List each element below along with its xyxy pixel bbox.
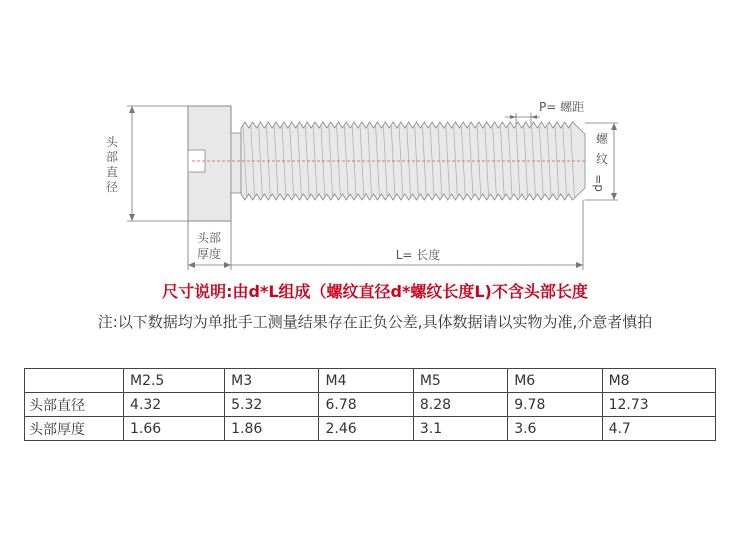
- length-label: L= 长度: [395, 248, 441, 262]
- table-cell: 9.78: [508, 393, 602, 417]
- table-cell: 3.6: [508, 417, 602, 441]
- size-description-caption: 尺寸说明:由d*L组成（螺纹直径d*螺纹长度L)不含头部长度: [162, 282, 588, 301]
- table-cell: 2.46: [319, 417, 413, 441]
- measurement-note: 注:以下数据均为单批手工测量结果存在正负公差,具体数据请以实物为准,介意者慎拍: [97, 313, 653, 331]
- screw-neck: [231, 133, 241, 193]
- thread-diameter-label-1: 螺: [595, 132, 609, 146]
- row-label-head-diameter: 头部直径: [25, 393, 124, 417]
- table-cell: 4.7: [602, 417, 715, 441]
- table-header-cell: M5: [413, 369, 507, 393]
- head-diameter-label-4: 径: [105, 180, 119, 194]
- table-header-cell: M4: [319, 369, 413, 393]
- head-thickness-label-1: 头部: [196, 231, 222, 245]
- head-diameter-label-3: 直: [105, 165, 119, 179]
- head-thickness-label-2: 厚度: [196, 247, 222, 261]
- head-diameter-label-1: 头: [105, 135, 119, 149]
- table-cell: 4.32: [124, 393, 225, 417]
- pitch-label: P= 螺距: [539, 100, 585, 114]
- table-cell: 1.86: [225, 417, 319, 441]
- table-row: [25, 417, 716, 441]
- table-cell: 1.66: [124, 417, 225, 441]
- row-label-head-thickness: 头部厚度: [25, 417, 124, 441]
- table-cell: 12.73: [602, 393, 715, 417]
- head-diameter-label-2: 部: [105, 150, 119, 164]
- table-header-cell: M6: [508, 369, 602, 393]
- table-header-cell: M3: [225, 369, 319, 393]
- table-header-cell: M8: [602, 369, 715, 393]
- table-cell: 6.78: [319, 393, 413, 417]
- dimension-table: [24, 368, 716, 441]
- thread-diameter-label-3: d=: [591, 174, 605, 192]
- table-header-row: [25, 369, 716, 393]
- table-cell: 5.32: [225, 393, 319, 417]
- thread-diameter-label-2: 纹: [595, 152, 609, 166]
- table-corner-cell: [25, 369, 124, 393]
- table-cell: 8.28: [413, 393, 507, 417]
- table-cell: 3.1: [413, 417, 507, 441]
- table-row: [25, 393, 716, 417]
- table-header-cell: M2.5: [124, 369, 225, 393]
